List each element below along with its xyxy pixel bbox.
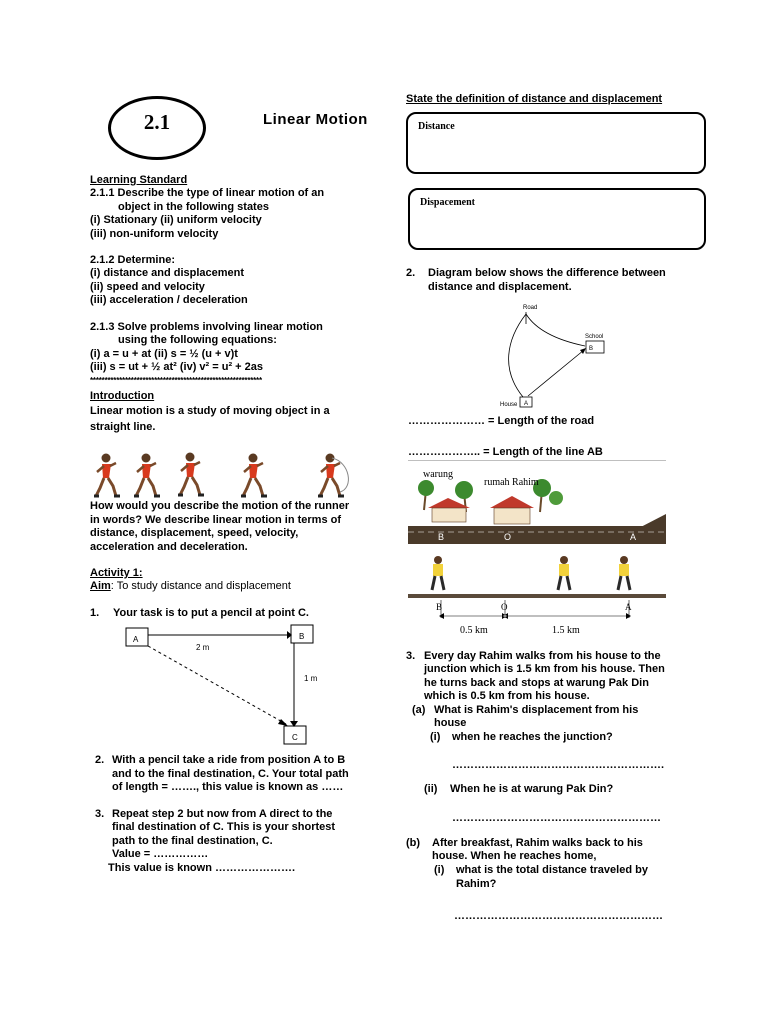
q3b-line2: house. When he reaches home, <box>432 850 597 862</box>
q3aii-label: (ii) <box>424 783 438 795</box>
runner-question-line2: in words? We describe linear motion in terms of <box>90 514 342 526</box>
q3b-label: (b) <box>406 837 421 849</box>
line-ab-length-blank[interactable]: ……………….. = Length of the line AB <box>408 446 603 458</box>
top-point-o: O <box>504 532 512 542</box>
step1-number: 1. <box>90 607 100 619</box>
displacement-line <box>528 350 584 396</box>
warung-house-icon <box>428 498 470 522</box>
top-point-b: B <box>438 532 445 542</box>
runner-5-icon <box>318 454 344 497</box>
abc-path-diagram <box>120 622 330 750</box>
q3bi-answer-blank[interactable]: ………………………………………………… <box>454 910 663 922</box>
q3a-label: (a) <box>412 704 426 716</box>
standard-2-1-2-line3: (ii) speed and velocity <box>90 281 205 293</box>
step1-text: Your task is to put a pencil at point C. <box>113 607 309 619</box>
step3-value-blank[interactable]: Value = …………… <box>112 848 209 860</box>
step2-number: 2. <box>95 754 105 766</box>
standard-2-1-1-line3: (i) Stationary (ii) uniform velocity <box>90 214 262 226</box>
distance-arrows <box>439 600 631 619</box>
step2-line1: With a pencil take a ride from position A to B <box>112 754 346 766</box>
point-b-label: B <box>299 632 305 641</box>
bc-length-label: 1 m <box>304 674 318 683</box>
rumah-rahim-label: rumah Rahim <box>484 477 539 488</box>
q3-line4: which is 0.5 km from his house. <box>424 690 590 702</box>
q3bi-line2: Rahim? <box>456 878 497 890</box>
point-a-label: A <box>133 635 139 644</box>
q3-number: 3. <box>406 650 416 662</box>
q3ai-text: when he reaches the junction? <box>452 731 613 743</box>
rahim-route-illustration <box>408 460 666 640</box>
aim-label: Aim <box>90 580 111 592</box>
point-c-label: C <box>292 733 298 742</box>
introduction-heading: Introduction <box>90 390 155 402</box>
standard-2-1-2-line4: (iii) acceleration / deceleration <box>90 294 248 306</box>
runner-question-line4: acceleration and deceleration. <box>90 541 248 553</box>
step3-line2: final destination of C. This is your shortest <box>112 821 336 833</box>
standard-2-1-1-line1: 2.1.1 Describe the type of linear motion of an <box>90 187 325 199</box>
runner-1-icon <box>94 454 120 497</box>
star-divider: *********************************************************** <box>90 376 262 385</box>
q3a-line1: What is Rahim's displacement from his <box>434 704 639 716</box>
introduction-line2: straight line. <box>90 421 156 433</box>
runner-4-icon <box>241 454 267 497</box>
q3-line1: Every day Rahim walks from his house to the <box>424 650 661 662</box>
standard-2-1-3-line2: using the following equations: <box>118 334 277 346</box>
q2-line1: Diagram below shows the difference between <box>428 267 666 279</box>
q3-line3: he turns back and stops at warung Pak Din <box>424 677 649 689</box>
q2-number: 2. <box>406 267 416 279</box>
step3-number: 3. <box>95 808 105 820</box>
road-path <box>509 314 585 397</box>
q3ai-answer-blank[interactable]: …………………………………………………. <box>452 759 665 771</box>
runner-sequence-image <box>88 448 364 500</box>
topic-title: Linear Motion <box>263 111 368 128</box>
step3-line3: path to the final destination, C. <box>112 835 273 847</box>
standard-2-1-3-line1: 2.1.3 Solve problems involving linear motion <box>90 321 323 333</box>
q2-line2: distance and displacement. <box>428 281 572 293</box>
q3ai-label: (i) <box>430 731 441 743</box>
bottom-point-a: A <box>625 602 632 612</box>
equations-line1: (i) a = u + at (ii) s = ½ (u + v)t <box>90 348 238 360</box>
bottom-point-o: O <box>501 602 508 612</box>
top-point-a: A <box>630 532 637 542</box>
standard-2-1-2-line1: 2.1.2 Determine: <box>90 254 175 266</box>
aim-text: : To study distance and displacement <box>110 580 291 592</box>
school-label: School <box>585 334 604 340</box>
rumah-rahim-house-icon <box>490 496 534 524</box>
q3a-line2: house <box>434 717 467 729</box>
road-label: Road <box>523 305 538 311</box>
runner-question-line3: distance, displacement, speed, velocity, <box>90 527 299 539</box>
point-b-label-road: B <box>589 346 594 352</box>
displacement-label: Dispacement <box>420 197 475 208</box>
standard-2-1-1-line2: object in the following states <box>118 201 269 213</box>
rahim-figure-a-icon <box>618 556 630 590</box>
rahim-figure-o-icon <box>558 556 570 590</box>
q3bi-label: (i) <box>434 864 445 876</box>
distance-label: Distance <box>418 121 455 132</box>
equations-line2: (iii) s = ut + ½ at² (iv) v² = u² + 2as <box>90 361 263 373</box>
introduction-line1: Linear motion is a study of moving object in a <box>90 405 330 417</box>
distance-0-5-km: 0.5 km <box>460 625 488 636</box>
step2-line3: of length = ……., this value is known as …… <box>112 781 344 793</box>
q3aii-text: When he is at warung Pak Din? <box>450 783 614 795</box>
q3b-line1: After breakfast, Rahim walks back to his <box>432 837 643 849</box>
runner-3-icon <box>178 453 204 496</box>
definitions-heading: State the definition of distance and displacement <box>406 93 663 105</box>
step3-known-blank[interactable]: This value is known …………………. <box>108 862 296 874</box>
runner-question-line1: How would you describe the motion of the runner <box>90 500 350 512</box>
standard-2-1-1-line4: (iii) non-uniform velocity <box>90 228 219 240</box>
rahim-figure-b-icon <box>432 556 444 590</box>
standard-2-1-2-line2: (i) distance and displacement <box>90 267 245 279</box>
house-label: House <box>500 402 518 408</box>
q3aii-answer-blank[interactable]: ………………………………………………… <box>452 812 661 824</box>
q3bi-line1: what is the total distance traveled by <box>456 864 648 876</box>
learning-standard-heading: Learning Standard <box>90 174 188 186</box>
ab-length-label: 2 m <box>196 643 210 652</box>
distance-1-5-km: 1.5 km <box>552 625 580 636</box>
activity-heading: Activity 1: <box>90 567 143 579</box>
step2-line2: and to the final destination, C. Your total path <box>112 768 349 780</box>
topic-number: 2.1 <box>143 110 171 134</box>
q3-line2: junction which is 1.5 km from his house. Then <box>424 663 665 675</box>
runner-2-icon <box>134 454 160 497</box>
point-a-label-road: A <box>524 401 529 407</box>
road-distance-diagram <box>496 300 624 412</box>
warung-label: warung <box>423 469 453 480</box>
bottom-point-b: B <box>436 602 443 612</box>
step3-line1: Repeat step 2 but now from A direct to the <box>112 808 333 820</box>
activity-aim <box>90 580 291 594</box>
road-length-blank[interactable]: ………………… = Length of the road <box>408 415 595 427</box>
